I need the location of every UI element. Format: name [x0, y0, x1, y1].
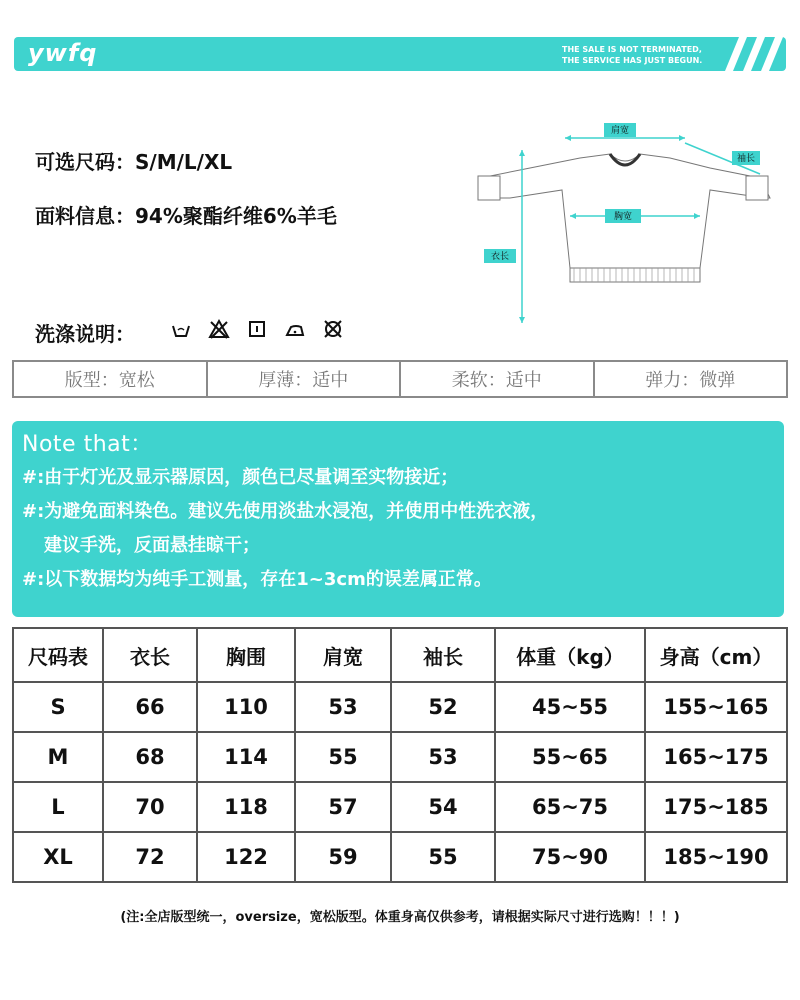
header-chest: 胸围	[197, 628, 295, 682]
note-line-4: #:以下数据均为纯手工测量，存在1~3cm的误差属正常。	[22, 569, 492, 590]
cell-chest: 114	[197, 732, 295, 782]
cell-height: 175~185	[645, 782, 787, 832]
cell-size: XL	[13, 832, 103, 882]
garment-measurement-diagram	[470, 118, 800, 328]
no-bleach-icon	[208, 318, 230, 340]
cell-weight: 45~55	[495, 682, 645, 732]
attributes-bar	[12, 360, 788, 398]
header-weight: 体重（kg）	[495, 628, 645, 682]
length-label: 衣长	[490, 252, 510, 262]
fabric-info: 面料信息：94%聚酯纤维6%羊毛	[35, 204, 337, 228]
cell-length: 68	[103, 732, 197, 782]
no-dry-clean-icon	[322, 318, 344, 340]
header-size: 尺码表	[13, 628, 103, 682]
slogan-text: THE SALE IS NOT TERMINATED, THE SERVICE HAS JUST BEGUN.	[562, 45, 703, 65]
note-line-3: 建议手洗，反面悬挂晾干；	[44, 535, 260, 556]
iron-icon	[284, 318, 306, 340]
tumble-dry-icon	[246, 318, 268, 340]
note-line-1: #:由于灯光及显示器原因，颜色已尽量调至实物接近；	[22, 467, 459, 488]
note-line-2: #:为避免面料染色。建议先使用淡盐水浸泡，并使用中性洗衣液，	[22, 501, 549, 522]
cell-sleeve: 54	[391, 782, 495, 832]
wash-instructions-label: 洗涤说明：	[35, 322, 135, 346]
available-sizes: 可选尺码：S/M/L/XL	[35, 150, 233, 174]
cell-height: 185~190	[645, 832, 787, 882]
cell-height: 165~175	[645, 732, 787, 782]
cell-chest: 118	[197, 782, 295, 832]
wash-icons	[170, 318, 344, 340]
chest-label: 胸宽	[613, 212, 633, 222]
shoulder-label: 肩宽	[610, 126, 630, 136]
brand-logo: ywfq	[28, 39, 98, 67]
cell-chest: 110	[197, 682, 295, 732]
cell-size: L	[13, 782, 103, 832]
note-title: Note that：	[22, 432, 153, 457]
cell-chest: 122	[197, 832, 295, 882]
footnote: (注:全店版型统一，oversize，宽松版型。体重身高仅供参考，请根据实际尺寸进行选购！！！)	[120, 910, 680, 925]
note-panel	[12, 421, 784, 617]
cell-size: S	[13, 682, 103, 732]
table-row	[13, 732, 787, 782]
cell-shoulder: 53	[295, 682, 391, 732]
size-table	[12, 627, 788, 883]
cell-shoulder: 59	[295, 832, 391, 882]
sleeve-label: 袖长	[736, 154, 756, 164]
cell-weight: 75~90	[495, 832, 645, 882]
header-shoulder: 肩宽	[295, 628, 391, 682]
cell-size: M	[13, 732, 103, 782]
cell-shoulder: 57	[295, 782, 391, 832]
attr-softness: 柔软：适中	[401, 362, 595, 396]
attr-thickness: 厚薄：适中	[208, 362, 402, 396]
header-length: 衣长	[103, 628, 197, 682]
attr-fit: 版型：宽松	[14, 362, 208, 396]
cell-weight: 55~65	[495, 732, 645, 782]
table-header-row	[13, 628, 787, 682]
cell-sleeve: 55	[391, 832, 495, 882]
stripes-decoration	[705, 37, 786, 71]
header-sleeve: 袖长	[391, 628, 495, 682]
cell-length: 66	[103, 682, 197, 732]
cell-sleeve: 53	[391, 732, 495, 782]
cell-length: 72	[103, 832, 197, 882]
table-row	[13, 782, 787, 832]
attr-elasticity: 弹力：微弹	[645, 370, 736, 391]
cell-shoulder: 55	[295, 732, 391, 782]
table-row	[13, 832, 787, 882]
table-row	[13, 682, 787, 732]
cell-height: 155~165	[645, 682, 787, 732]
hand-wash-icon	[170, 318, 192, 340]
header-height: 身高（cm）	[645, 628, 787, 682]
cell-length: 70	[103, 782, 197, 832]
cell-sleeve: 52	[391, 682, 495, 732]
cell-weight: 65~75	[495, 782, 645, 832]
